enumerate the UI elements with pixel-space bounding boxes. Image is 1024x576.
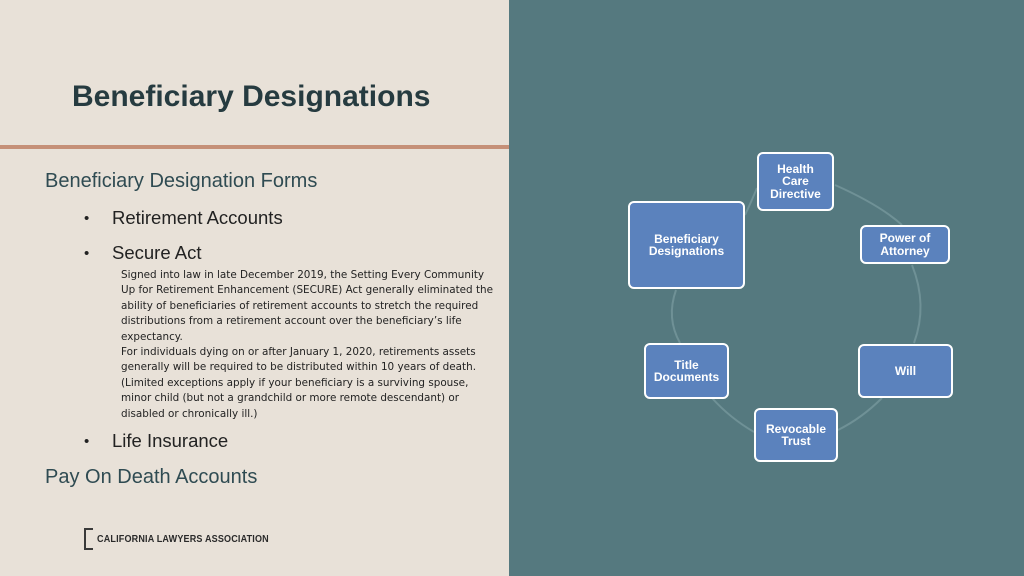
node-title-documents: Title Documents [644,343,729,399]
connector-will-trust [838,398,882,430]
list-item-life-insurance: Life Insurance [112,430,229,451]
section-heading-forms: Beneficiary Designation Forms [45,170,318,192]
connector-beneficiary-health [745,188,757,215]
node-revocable-trust: Revocable Trust [754,408,838,462]
section-heading-pod: Pay On Death Accounts [45,466,258,488]
slide-title: Beneficiary Designations [72,80,431,113]
list-item-secure-act: Secure Act [112,242,202,263]
secure-act-paragraph: Signed into law in late December 2019, the Setting Every Community Up for Retirement Enhancement (SECURE) Act generally eliminated the ability of beneficiaries of retirement accounts to stretch the required distributions from a retirement account over the beneficiary’s life expectancy. [121,269,493,343]
connector-poa-will [912,265,921,343]
connector-title-beneficiary [672,290,680,343]
secure-act-paragraph: For individuals dying on or after January 1, 2020, retirements assets generally will be required to be distributed within 10 years of death. (Limited exceptions apply if your beneficiary is a surviving spouse, minor child (but not a grandchild or more remote descendant) or disabled or chronically ill.) [121,346,477,420]
bullet-marker: • [84,245,90,262]
node-will: Will [858,344,953,398]
connector-trust-title [712,398,754,432]
logo-text: CALIFORNIA LAWYERS ASSOCIATION [97,533,269,545]
node-power-of-attorney: Power of Attorney [860,225,950,264]
bullet-marker: • [84,433,90,450]
connector-health-poa [835,185,902,225]
node-health-care-directive: Health Care Directive [757,152,834,211]
bullet-marker: • [84,210,90,227]
list-item-retirement-accounts: Retirement Accounts [112,207,283,228]
node-beneficiary-designations: Beneficiary Designations [628,201,745,289]
